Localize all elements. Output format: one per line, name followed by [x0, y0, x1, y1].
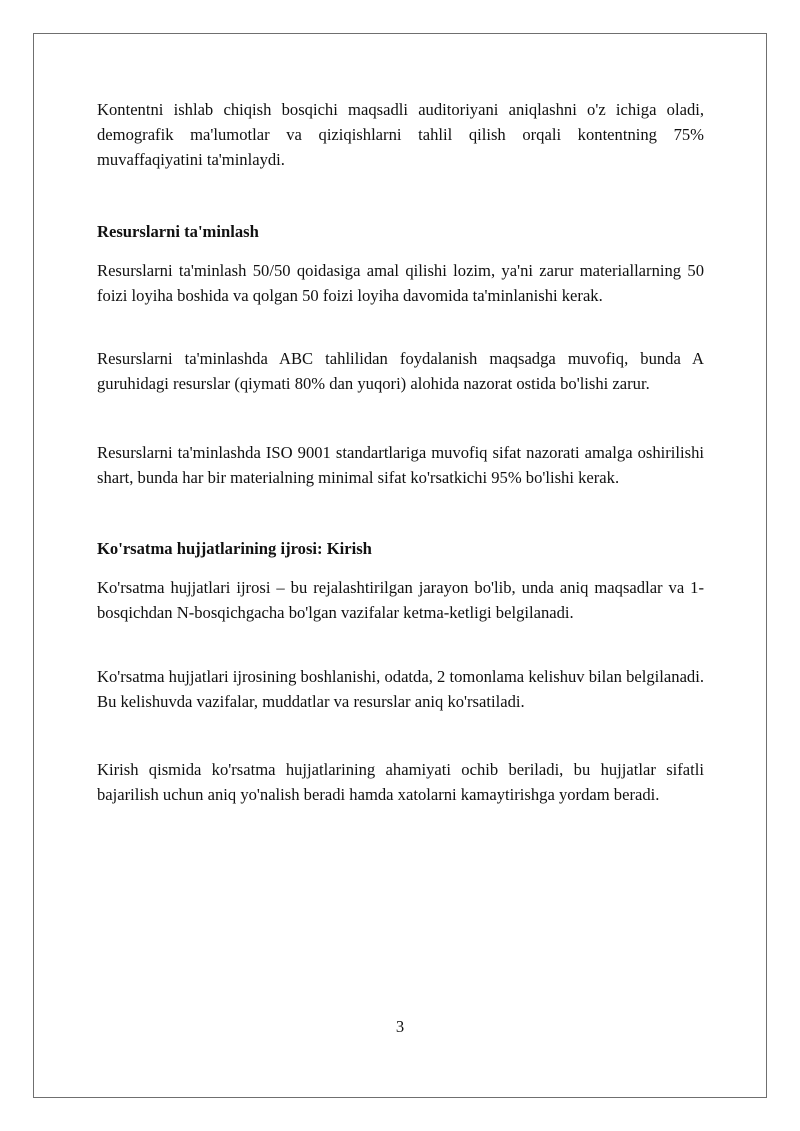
paragraph-introduction: Kirish qismida ko'rsatma hujjatlarining ahamiyati ochib beriladi, bu hujjatlar sifatli bajarilish uchun aniq yo'nalish beradi hamda xatolarni kamaytirishga yordam beradi. [97, 760, 704, 805]
paragraph-resource-rule: Resurslarni ta'minlash 50/50 qoidasiga amal qilishi lozim, ya'ni zarur materiallarning 50 foizi loyiha boshida va qolgan 50 foizi loyiha davomida ta'minlanishi kerak. [97, 260, 704, 306]
page-number: 3 [395, 1017, 405, 1036]
paragraph-abc-analysis: Resurslarni ta'minlashda ABC tahlilidan foydalanish maqsadga muvofiq, bunda A guruhidagi resurslar (qiymati 80% dan yuqori) alohida nazorat ostida bo'lishi zarur. [97, 349, 704, 394]
paragraph-iso-quality: Resurslarni ta'minlashda ISO 9001 standartlariga muvofiq sifat nazorati amalga oshirilishi shart, bunda har bir materialning minimal sifat ko'rsatkichi 95% bo'lishi kerak. [97, 442, 704, 487]
heading-instruction-documents: Ko'rsatma hujjatlarining ijrosi: Kirish [97, 539, 372, 559]
page-content [97, 97, 704, 807]
paragraph-execution-start: Ko'rsatma hujjatlari ijrosining boshlanishi, odatda, 2 tomonlama kelishuv bilan belgilanadi. Bu kelishuvda vazifalar, muddatlar va resurslar aniq ko'rsatiladi. [97, 666, 704, 711]
paragraph-instruction-execution: Ko'rsatma hujjatlari ijrosi – bu rejalashtirilgan jarayon bo'lib, unda aniq maqsadlar va 1-bosqichdan N-bosqichgacha bo'lgan vazifalar ketma-ketligi belgilanadi. [97, 578, 704, 623]
paragraph-content-development: Kontentni ishlab chiqish bosqichi maqsadli auditoriyani aniqlashni o'z ichiga oladi, demografik ma'lumotlar va qiziqishlarni tahlil qilish orqali kontentning 75% muvaffaqiyatini ta'minlaydi. [97, 100, 704, 170]
document-page [33, 33, 767, 1098]
heading-resource-provision: Resurslarni ta'minlash [97, 221, 259, 241]
